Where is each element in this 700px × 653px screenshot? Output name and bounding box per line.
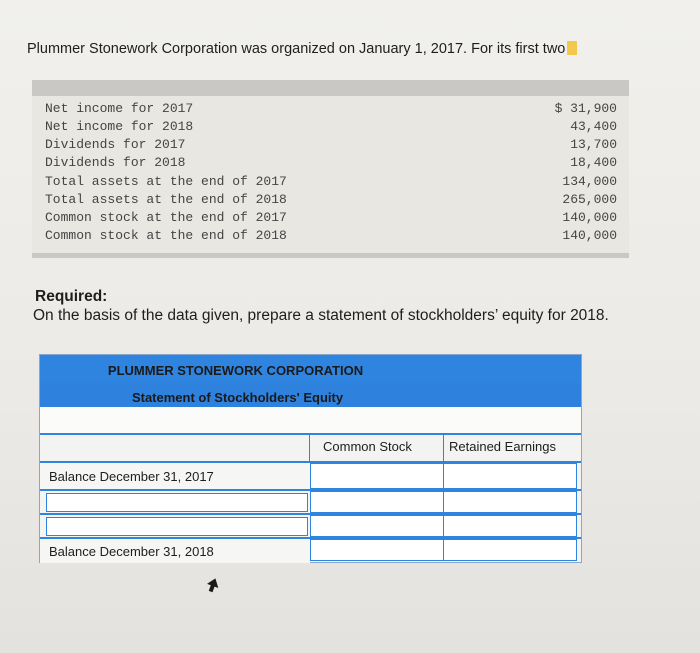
data-label: Net income for 2018 (45, 119, 194, 134)
data-row (45, 119, 617, 137)
data-value: 265,000 (562, 192, 617, 207)
statement-title: Statement of Stockholders' Equity (131, 390, 344, 405)
balance-2018-row (40, 539, 581, 563)
mouse-pointer-icon (206, 578, 220, 598)
entry-retained-earnings-input[interactable] (443, 491, 577, 513)
header-label-cell (40, 435, 310, 461)
entry-common-stock-input[interactable] (310, 491, 444, 513)
truncated-marker (567, 41, 577, 55)
data-label: Dividends for 2018 (45, 155, 186, 170)
required-heading: Required: (35, 288, 108, 305)
data-value: 43,400 (570, 119, 617, 134)
statement-header (40, 355, 581, 408)
data-row (45, 192, 617, 210)
column-divider (443, 435, 444, 461)
data-value: 18,400 (570, 155, 617, 170)
data-label: Total assets at the end of 2017 (45, 174, 287, 189)
given-data-box (32, 80, 629, 258)
equity-statement-form (39, 354, 582, 563)
data-value: 140,000 (562, 210, 617, 225)
statement-date-row[interactable] (40, 407, 581, 435)
data-label: Dividends for 2017 (45, 137, 186, 152)
problem-intro (27, 41, 700, 57)
data-value: 134,000 (562, 174, 617, 189)
statement-entry-row (40, 491, 581, 513)
problem-intro-text: Plummer Stonework Corporation was organized on January 1, 2017. For its first two (27, 41, 566, 57)
balance-2017-label: Balance December 31, 2017 (49, 469, 214, 484)
data-row (45, 101, 617, 119)
data-label: Total assets at the end of 2018 (45, 192, 287, 207)
balance-2018-common-stock-input[interactable] (310, 539, 444, 561)
entry-common-stock-input[interactable] (310, 515, 444, 537)
required-instruction: On the basis of the data given, prepare a statement of stockholders’ equity for 2018. (33, 307, 609, 324)
data-value: $ 31,900 (554, 101, 617, 116)
data-value: 140,000 (562, 228, 617, 243)
data-row (45, 210, 617, 228)
entry-label-input[interactable] (46, 493, 308, 512)
data-row (45, 155, 617, 173)
retained-earnings-column-header: Retained Earnings (449, 439, 556, 454)
entry-retained-earnings-input[interactable] (443, 515, 577, 537)
common-stock-column-header: Common Stock (323, 439, 412, 454)
balance-2017-retained-earnings-input[interactable] (443, 463, 577, 489)
column-header-row (40, 435, 581, 461)
data-label: Common stock at the end of 2018 (45, 228, 287, 243)
row-label-cell (40, 463, 310, 489)
balance-2018-label: Balance December 31, 2018 (49, 544, 214, 559)
data-label: Net income for 2017 (45, 101, 194, 116)
row-label-cell (40, 539, 310, 563)
data-row (45, 228, 617, 246)
company-name: PLUMMER STONEWORK CORPORATION (107, 363, 364, 378)
data-value: 13,700 (570, 137, 617, 152)
data-label: Common stock at the end of 2017 (45, 210, 287, 225)
data-row (45, 174, 617, 192)
balance-2017-common-stock-input[interactable] (310, 463, 444, 489)
balance-2018-retained-earnings-input[interactable] (443, 539, 577, 561)
entry-label-input[interactable] (46, 517, 308, 536)
statement-entry-row (40, 515, 581, 537)
data-row (45, 137, 617, 155)
balance-2017-row (40, 463, 581, 489)
